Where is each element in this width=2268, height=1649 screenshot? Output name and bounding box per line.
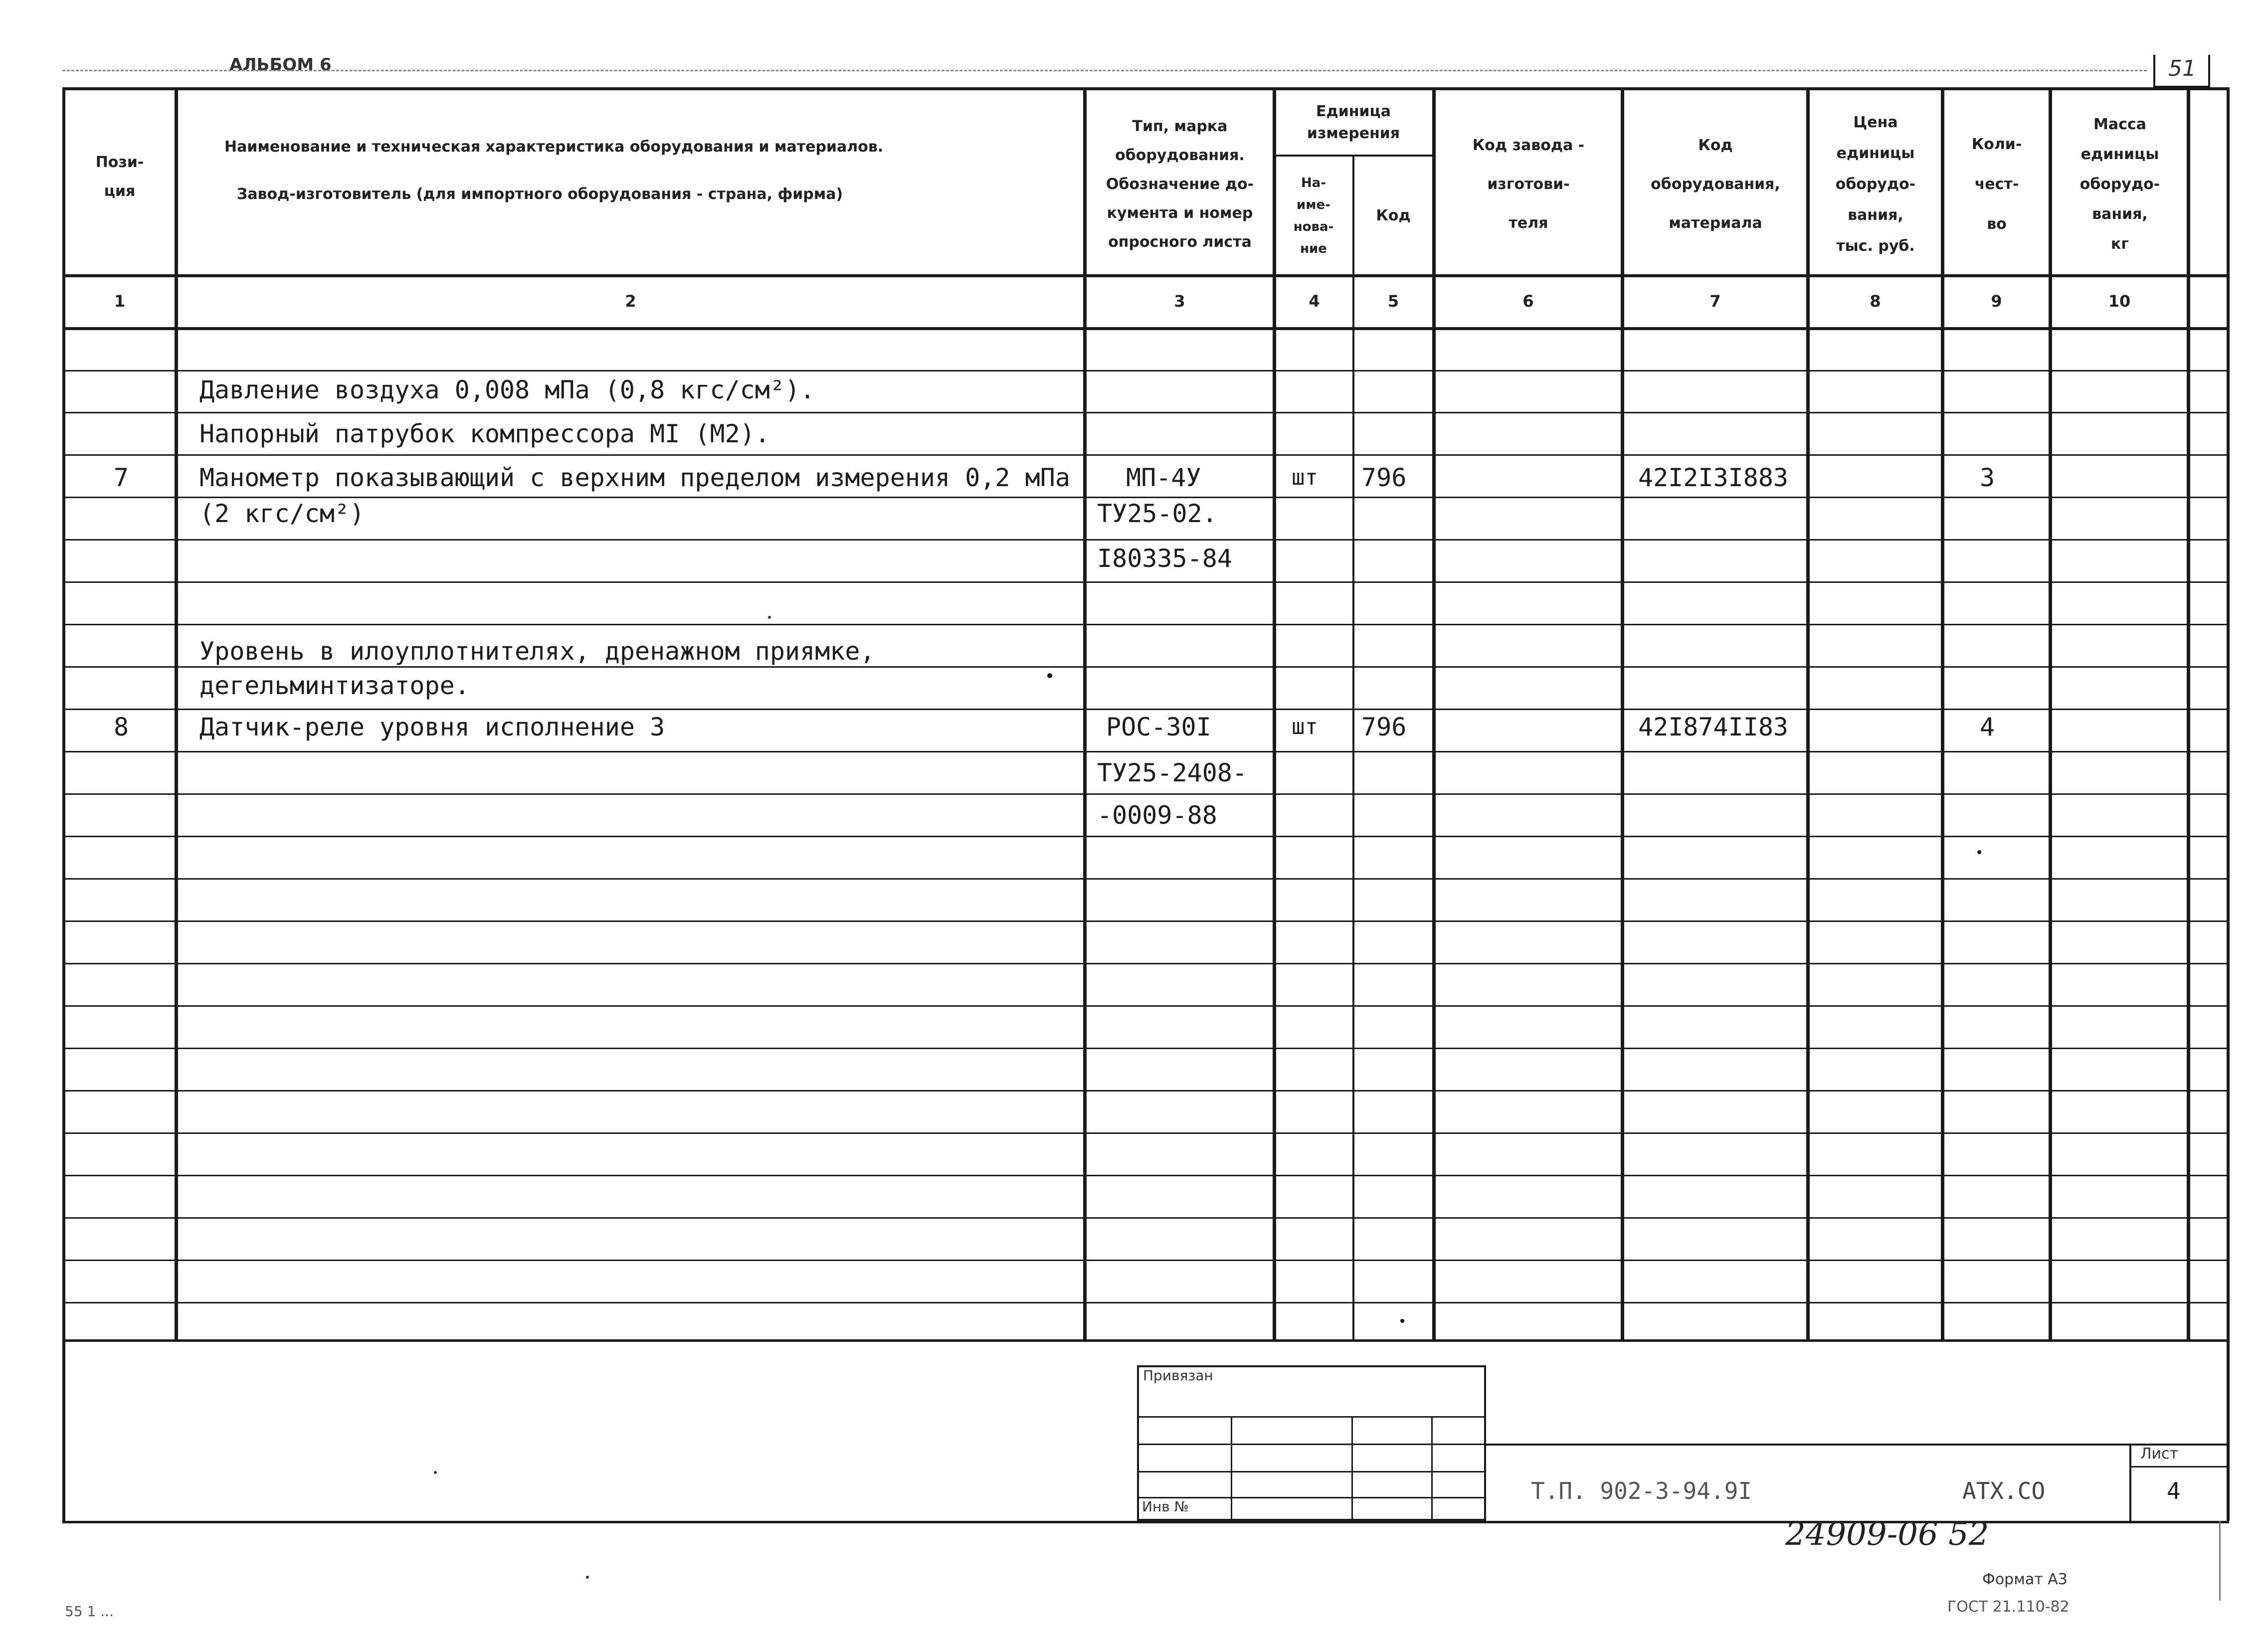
colnum-7: 7 [1709,292,1721,311]
stamp-sheet-number: 4 [2167,1477,2181,1504]
header-factory-code: Код завода - изготови- теля [1472,137,1585,232]
row9-type: РОС-30I [1106,713,1211,741]
row-line-5 [62,539,2229,541]
row-line-20 [62,1175,2229,1176]
colnum-5: 5 [1387,292,1399,311]
header-unit-name: На- име- нова- ние [1293,175,1334,256]
col-line-6-7 [1621,87,1624,1339]
row-line-3 [62,454,2229,456]
album-label: АЛЬБОМ 6 [229,55,332,75]
stamp-inv-label: Инв № [1142,1498,1189,1515]
row9-unit: шт [1292,714,1318,739]
row4-type: ТУ25-02. [1097,499,1217,528]
row8-name: дегельминтизаторе. [199,671,470,700]
stamp-line-3 [1137,1471,1486,1472]
stamp-line-4 [1137,1497,1486,1498]
header-name-line2: Завод-изготовитель (для импортного оборудования - страна, фирма) [237,185,843,203]
row2-name: Напорный патрубок компрессора МI (М2). [199,419,770,448]
colnum-8: 8 [1870,292,1881,311]
stamp-main-top [1486,1444,2227,1446]
row3-type: МП-4У [1126,463,1201,492]
row-line-22 [62,1260,2229,1261]
row11-type: -0009-88 [1097,801,1217,830]
frame-right [2227,87,2230,1521]
row3-equipment-code: 42I2I3I883 [1638,463,1789,492]
row10-type: ТУ25-2408- [1097,758,1248,787]
header-mass: Масса единицы оборудо- вания, кг [2079,116,2160,253]
row-line-4 [62,497,2229,498]
format-label: Формат А3 [1982,1571,2068,1588]
row-line-13 [62,878,2229,880]
row-line-12 [62,836,2229,837]
row-line-14 [62,920,2229,922]
colnum-bottom-line [62,327,2229,330]
colnum-4: 4 [1309,292,1320,311]
col-line-5-6 [1432,87,1436,1339]
col-line-8-9 [1941,87,1944,1339]
header-price: Цена единицы оборудо- вания, тыс. руб. [1835,114,1916,255]
row-line-8 [62,666,2229,668]
header-bottom-line [62,274,2229,277]
colnum-6: 6 [1522,292,1534,311]
header-type: Тип, марка оборудования. Обозначение до- кумента и номер опросного листа [1106,118,1254,251]
stamp-document-code: Т.П. 902-3-94.9I [1531,1477,1752,1504]
col-line-10-right [2187,87,2190,1339]
row-line-23 [62,1302,2229,1303]
row3-quantity: 3 [1980,463,1995,492]
header-equipment-code: Код оборудования, материала [1651,137,1780,232]
stamp-tied-label: Привязан [1143,1367,1213,1384]
row1-name: Давление воздуха 0,008 мПа (0,8 кгс/см²). [199,375,815,404]
stamp-vline-1 [1231,1416,1232,1521]
row7-name: Уровень в илоуплотнителях, дренажном приямке, [199,637,875,666]
colnum-10: 10 [2108,292,2131,311]
col-line-9-10 [2049,87,2052,1339]
frame-top [62,87,2227,90]
row-line-11 [62,793,2229,795]
row-line-18 [62,1090,2229,1092]
col-line-1-2 [175,87,178,1339]
row3-unit-code: 796 [1361,463,1407,492]
gost-label: ГОСТ 21.110-82 [1947,1598,2070,1616]
unit-group-line [1273,155,1432,157]
row-line-15 [62,963,2229,964]
stamp-mark: АТХ.СО [1962,1477,2046,1504]
header-name-line1: Наименование и техническая характеристика оборудования и материалов. [224,138,884,156]
col-line-4-5 [1352,155,1354,1339]
col-line-2-3 [1083,87,1087,1339]
row-line-21 [62,1217,2229,1219]
corner-scan-mark: 55 1 ... [65,1603,114,1620]
header-unit-code: Код [1376,206,1411,224]
row9-equipment-code: 42I874II83 [1638,713,1789,741]
header-position: Пози- ция [95,154,144,200]
row-line-10 [62,751,2229,752]
scan-speck [1977,850,1981,854]
colnum-9: 9 [1991,292,2002,311]
row9-name: Датчик-реле уровня исполнение 3 [199,713,665,741]
row-line-6 [62,581,2229,583]
stamp-sheet-divider [2129,1444,2131,1521]
row3-name: Манометр показывающий с верхним пределом измерения 0,2 мПа [199,463,1070,492]
col-line-7-8 [1806,87,1810,1339]
scan-speck [768,616,771,619]
row-line-19 [62,1132,2229,1134]
row9-position: 8 [114,713,129,741]
stamp-vline-3 [1431,1416,1433,1521]
top-scan-line [62,70,2147,71]
row-line-1 [62,370,2229,371]
row-line-7 [62,624,2229,625]
stamp-line-2 [1137,1444,1486,1445]
handwritten-number: 24909-06 52 [1785,1516,1989,1553]
scan-speck [434,1471,437,1474]
scan-speck [1047,673,1052,678]
stamp-vline-2 [1351,1416,1353,1521]
colnum-2: 2 [625,292,636,311]
row-line-17 [62,1048,2229,1049]
row3-position: 7 [114,463,129,492]
page-corner-number: 51 [2168,56,2196,81]
stamp-line-1 [1137,1416,1486,1418]
colnum-3: 3 [1174,292,1185,311]
header-quantity: Коли- чест- во [1971,136,2022,233]
row5-type: I80335-84 [1097,544,1232,573]
row9-quantity: 4 [1980,713,1995,741]
colnum-1: 1 [114,292,126,311]
outer-right-edge [2219,1521,2221,1601]
scan-speck [586,1576,589,1579]
stamp-sheet-label: Лист [2140,1445,2179,1463]
row4-name: (2 кгс/см²) [199,499,365,528]
header-unit-group: Единица измерения [1307,103,1400,142]
scan-speck [1400,1319,1404,1323]
table-bottom-line [62,1339,2229,1342]
row3-unit: шт [1292,465,1318,490]
col-line-3-4 [1273,87,1276,1339]
row-line-16 [62,1005,2229,1007]
row-line-9 [62,709,2229,710]
row9-unit-code: 796 [1361,713,1407,741]
row-line-2 [62,412,2229,413]
stamp-sheet-line [2129,1466,2227,1467]
